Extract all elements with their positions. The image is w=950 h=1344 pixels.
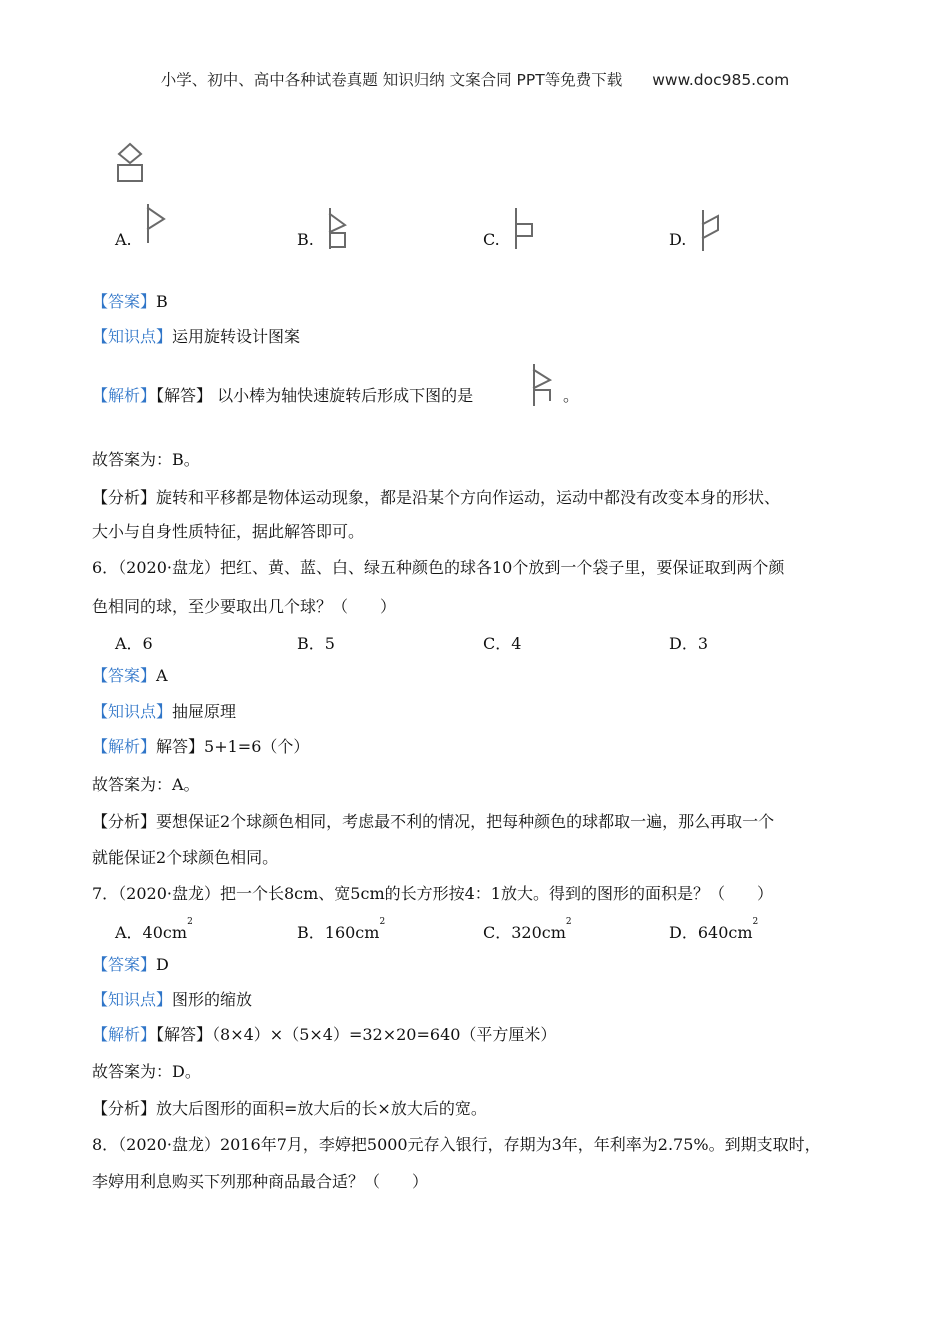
q7-explanation: 【解析】【解答】（8×4）×（5×4）=32×20=640（平方厘米） xyxy=(92,1025,557,1044)
q8-question-2: 李婷用利息购买下列那种商品最合适？（ ） xyxy=(92,1172,429,1191)
option-b-figure xyxy=(326,206,352,250)
q6-answer: 【答案】A xyxy=(92,666,168,685)
header-text: 小学、初中、高中各种试卷真题 知识归纳 文案合同 PPT等免费下载 xyxy=(160,71,623,89)
q7-answer: 【答案】D xyxy=(92,955,169,974)
q6-question-2: 色相同的球，至少要取出几个球？（ ） xyxy=(92,597,397,616)
q5-explanation: 【解析】【解答】 以小棒为轴快速旋转后形成下图的是 xyxy=(92,386,474,405)
q5-conclusion: 故答案为：B。 xyxy=(92,450,200,469)
q6-option-c[interactable]: C．4 xyxy=(483,634,522,653)
original-shape-figure xyxy=(114,142,150,184)
q5-knowledge-point: 【知识点】运用旋转设计图案 xyxy=(92,327,301,346)
q6-explanation: 【解析】解答】5+1=6（个） xyxy=(92,737,310,756)
q6-option-d[interactable]: D．3 xyxy=(669,634,709,653)
q6-question-1: 6．（2020·盘龙）把红、黄、蓝、白、绿五种颜色的球各10个放到一个袋子里，要保证取到两个颜 xyxy=(92,558,785,577)
q6-analysis-2: 就能保证2个球颜色相同。 xyxy=(92,848,279,867)
option-d-figure xyxy=(699,208,725,252)
option-c-figure xyxy=(512,206,538,250)
q5-analysis-1: 【分析】旋转和平移都是物体运动现象，都是沿某个方向作运动，运动中都没有改变本身的形状、 xyxy=(92,488,781,507)
q6-conclusion: 故答案为：A。 xyxy=(92,775,200,794)
q5-option-c[interactable]: C. xyxy=(483,230,500,249)
q8-question-1: 8．（2020·盘龙）2016年7月，李婷把5000元存入银行，存期为3年，年利率为2.75%。到期支取时， xyxy=(92,1135,821,1154)
q7-knowledge-point: 【知识点】图形的缩放 xyxy=(92,990,253,1009)
q7-conclusion: 故答案为：D。 xyxy=(92,1062,201,1081)
q6-analysis-1: 【分析】要想保证2个球颜色相同，考虑最不利的情况，把每种颜色的球都取一遍，那么再取一个 xyxy=(92,812,775,831)
q6-option-b[interactable]: B．5 xyxy=(297,634,335,653)
q5-option-b[interactable]: B. xyxy=(297,230,314,249)
option-a-figure xyxy=(144,202,170,244)
q5-analysis-2: 大小与自身性质特征，据此解答即可。 xyxy=(92,522,365,541)
q6-option-a[interactable]: A．6 xyxy=(115,634,153,653)
q7-option-a[interactable]: A．$40cm^2$ xyxy=(115,917,193,942)
header-site: www.doc985.com xyxy=(652,71,790,89)
q7-option-b[interactable]: B．$160cm^2$ xyxy=(297,917,386,942)
q5-explanation-end: 。 xyxy=(563,386,580,405)
q5-option-d[interactable]: D. xyxy=(669,230,687,249)
page-header xyxy=(0,68,950,90)
q7-option-c[interactable]: C．$320cm^2$ xyxy=(483,917,572,942)
q7-question: 7．（2020·盘龙）把一个长8cm、宽5cm的长方形按4：1放大。得到的图形的面积是？（ ） xyxy=(92,884,773,903)
q5-option-a[interactable]: A. xyxy=(115,230,132,249)
answer-figure xyxy=(530,362,556,408)
q5-answer: 【答案】B xyxy=(92,292,168,311)
q7-option-d[interactable]: D．$640cm^2$ xyxy=(669,917,759,942)
q7-analysis: 【分析】放大后图形的面积=放大后的长×放大后的宽。 xyxy=(92,1099,487,1118)
q6-knowledge-point: 【知识点】抽屉原理 xyxy=(92,702,237,721)
